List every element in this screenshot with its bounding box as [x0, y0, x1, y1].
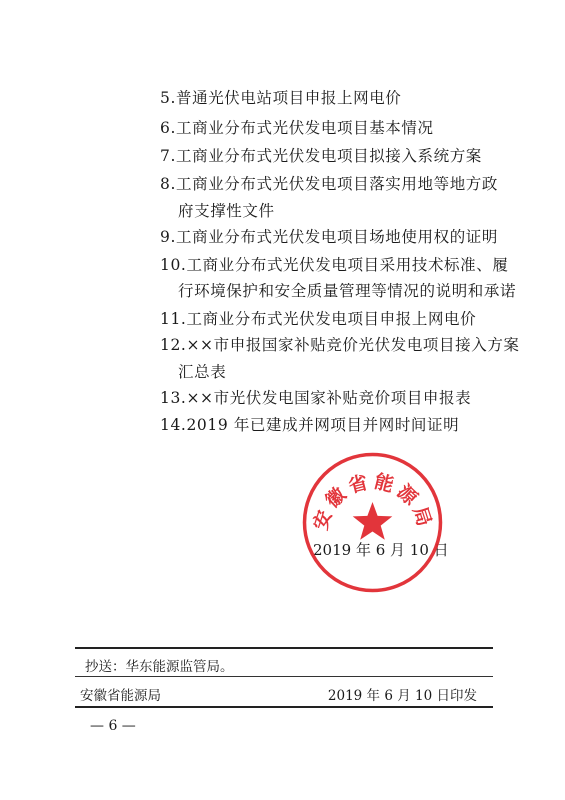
- official-seal-icon: [300, 450, 445, 595]
- attachment-item-10: 10.工商业分布式光伏发电项目采用技术标准、履: [160, 256, 509, 274]
- attachment-item-7: 7.工商业分布式光伏发电项目拟接入系统方案: [160, 147, 482, 165]
- page-number: — 6 —: [90, 718, 136, 734]
- attachment-item-11: 11.工商业分布式光伏发电项目申报上网电价: [160, 310, 477, 328]
- attachment-item-5: 5.普通光伏电站项目申报上网电价: [160, 89, 402, 107]
- print-date: 2019 年 6 月 10 日印发: [327, 688, 477, 704]
- attachment-item-12-cont: 汇总表: [178, 363, 227, 381]
- footer-rule-top: [75, 647, 493, 649]
- cc-line: 抄送：华东能源监管局。: [85, 659, 234, 675]
- footer-rule-bottom: [75, 706, 493, 708]
- seal-text: 安徽省能源局: [309, 470, 437, 533]
- attachment-item-8: 8.工商业分布式光伏发电项目落实用地等地方政: [160, 175, 498, 193]
- footer-rule-middle: [75, 676, 493, 677]
- attachment-item-12: 12.××市申报国家补贴竞价光伏发电项目接入方案: [160, 336, 520, 354]
- signature-date: 2019 年 6 月 10 日: [313, 541, 449, 559]
- attachment-item-14: 14.2019 年已建成并网项目并网时间证明: [160, 416, 460, 434]
- attachment-item-6: 6.工商业分布式光伏发电项目基本情况: [160, 119, 434, 137]
- issuing-organization: 安徽省能源局: [80, 688, 161, 704]
- attachment-item-8-cont: 府支撑性文件: [178, 202, 275, 220]
- attachment-item-10-cont: 行环境保护和安全质量管理等情况的说明和承诺: [178, 282, 517, 300]
- attachment-item-9: 9.工商业分布式光伏发电项目场地使用权的证明: [160, 228, 498, 246]
- attachment-item-13: 13.××市光伏发电国家补贴竞价项目申报表: [160, 389, 472, 407]
